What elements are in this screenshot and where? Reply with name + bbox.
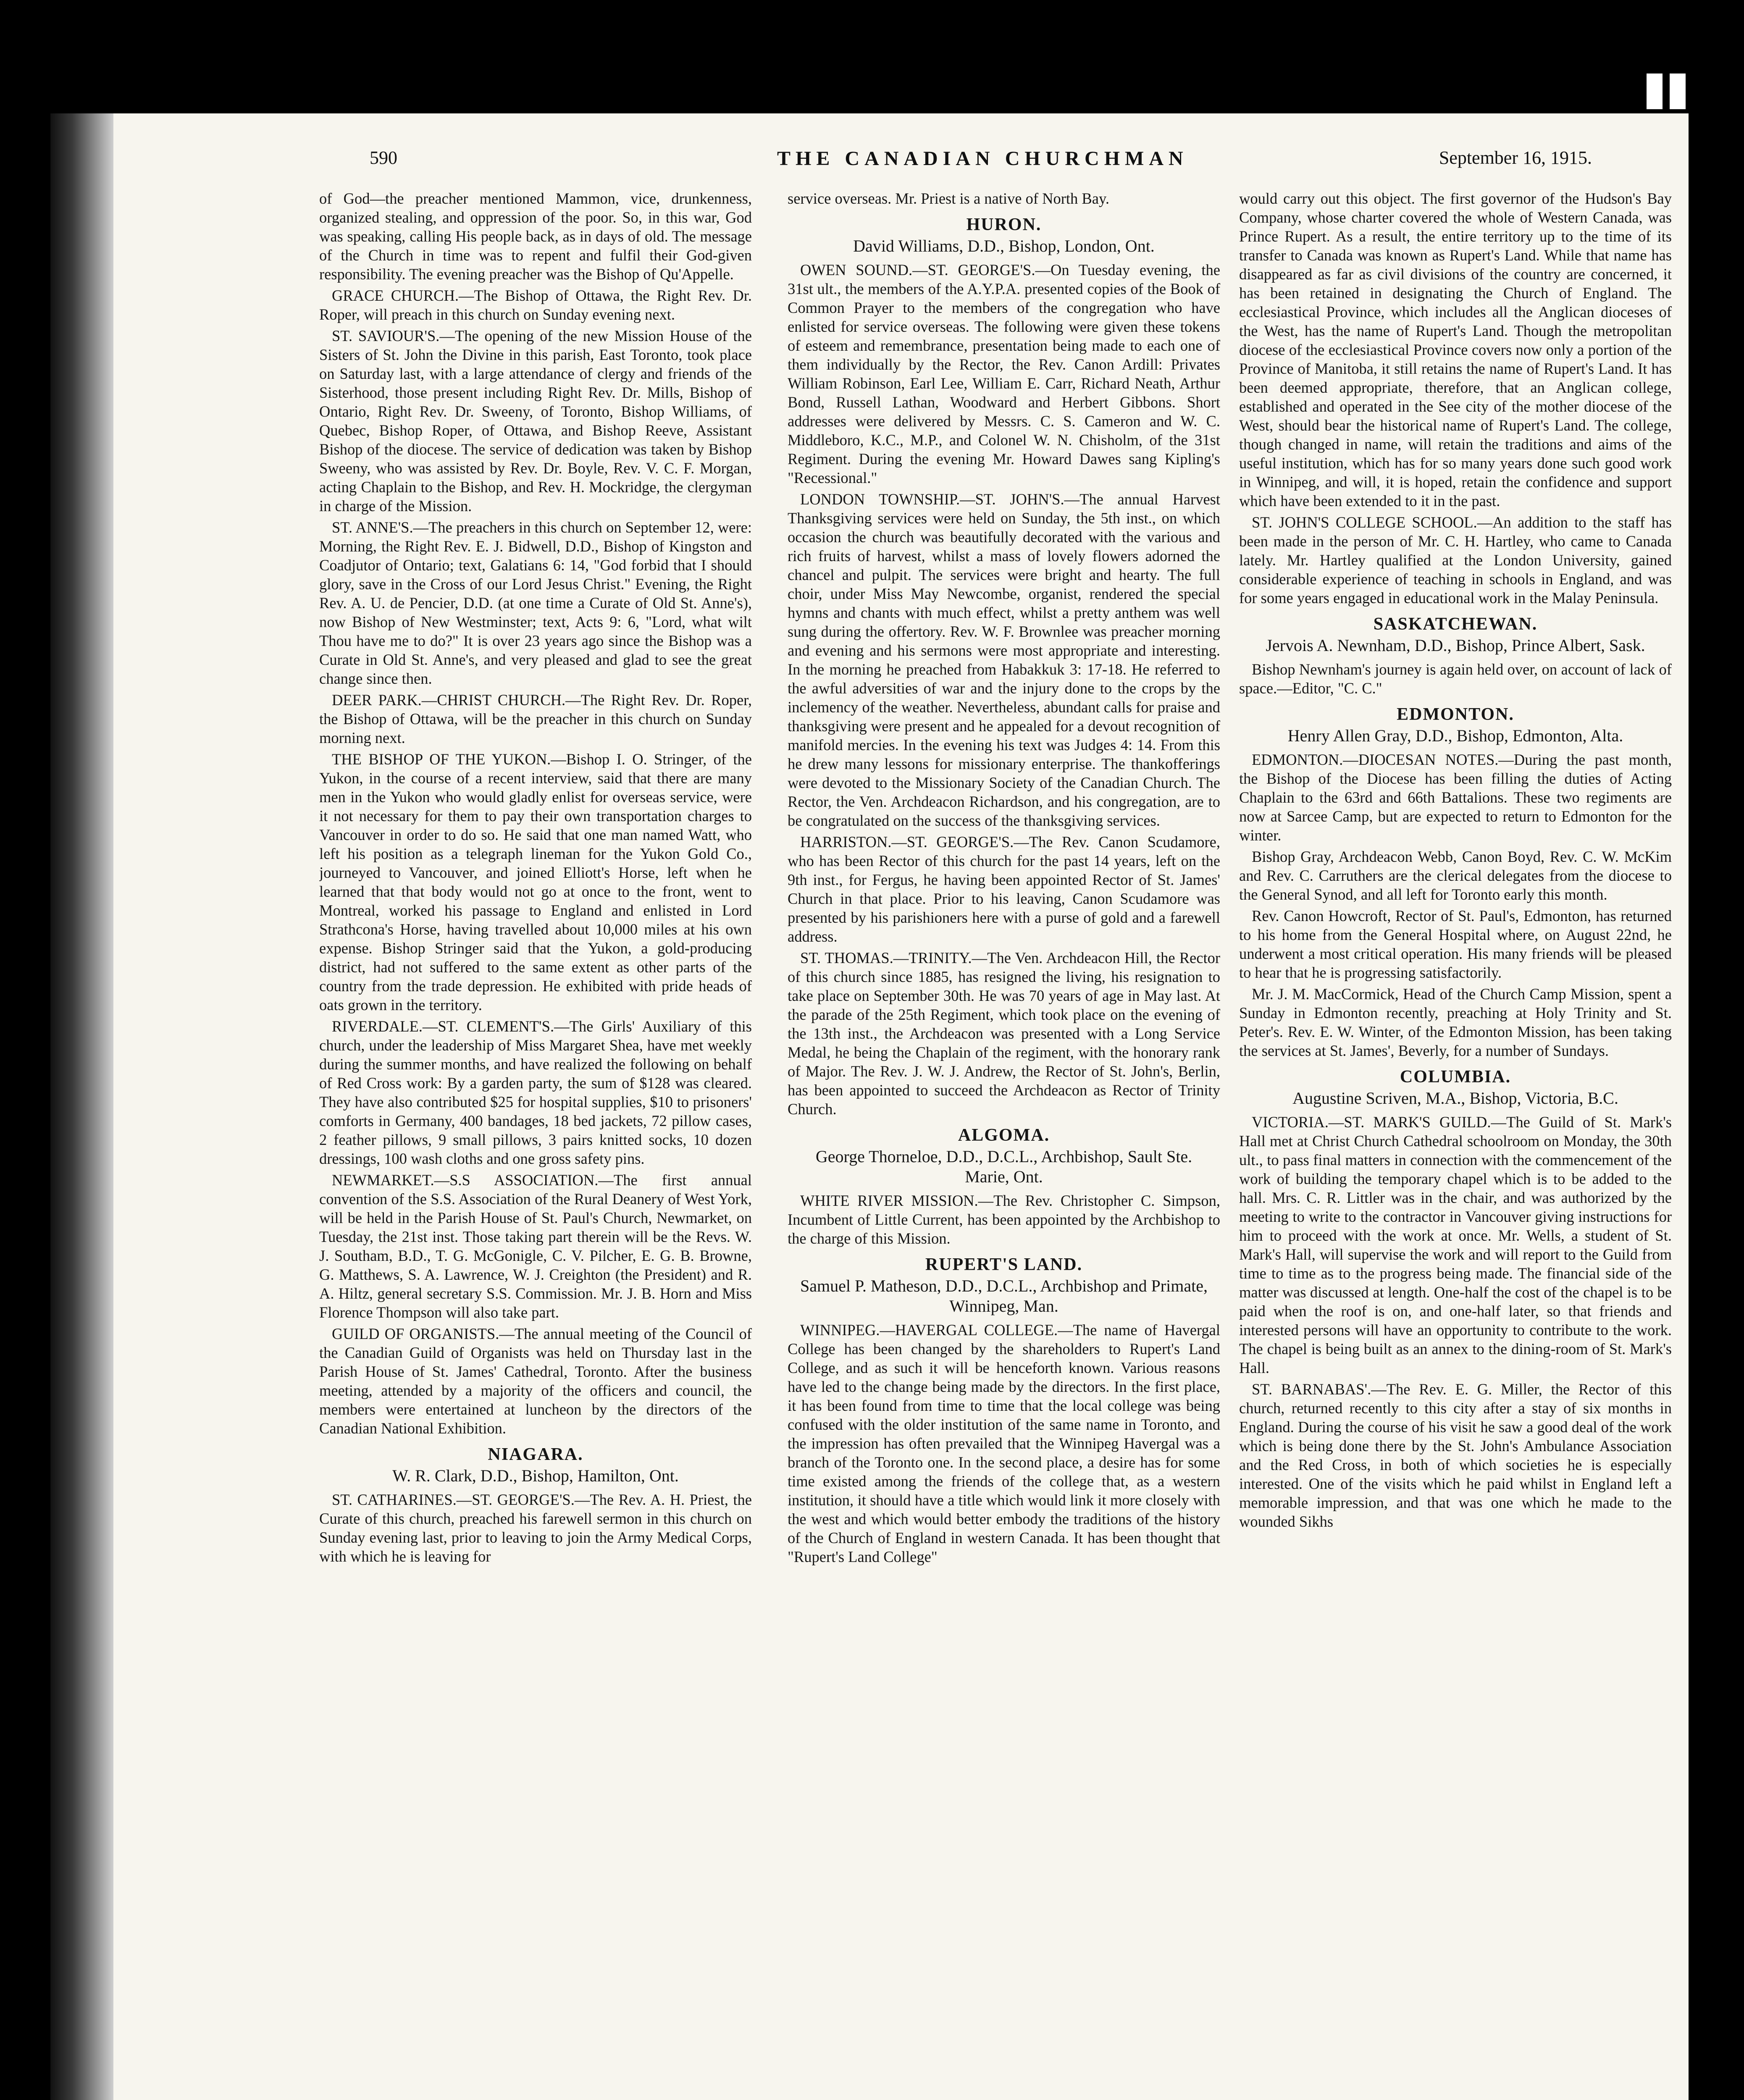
article-paragraph: Mr. J. M. MacCormick, Head of the Church Camp Mission, spent a Sunday in Edmonton recently, preaching at Holy Trinity and St. Peter's. Rev. E. W. Winter, of the Edmonton Mission, has been taking the services at St. James', Beverly, for a number of Sundays. bbox=[1239, 985, 1672, 1059]
article-paragraph: ST. THOMAS.—TRINITY.—The Ven. Archdeacon Hill, the Rector of this church since 1885, has resigned the living, his resignation to take place on September 30th. He was 70 years of age in May last. At the parade of the 25th Regiment, which took place on the evening of the 13th inst., the Archdeacon was presented with a Long Service Medal, he being the Chaplain of the regiment, with the honorary rank of Major. The Rev. J. W. J. Andrew, the Rector of St. John's, Berlin, has been appointed to succeed the Archdeacon as Rector of Trinity Church. bbox=[788, 949, 1220, 1118]
edge-tab-left bbox=[1647, 74, 1663, 109]
article-paragraph: would carry out this object. The first governor of the Hudson's Bay Company, whose charter covered the whole of Western Canada, was Prince Rupert. As a result, the entire territory up to the time of its transfer to Canada was known as Rupert's Land. While that name has disappeared as far as civil divisions of the country are concerned, it has been retained in designating the Church of England. The ecclesiastical Province, which includes all the Anglican dioceses of the West, has the name of Rupert's Land. Though the metropolitan diocese of the ecclesiastical Province covers now only a portion of the Province of Manitoba, it still retains the name of Rupert's Land. It has been deemed appropriate, therefore, that an Anglican college, established and operated in the See city of the mother diocese of the West, should bear the historical name of Rupert's Land. The college, though changed in name, will retain the traditions and aims of the useful institution, which has for so many years done such good work in Winnipeg, and will, it is hoped, retain the confidence and support which have been extended to it in the past. bbox=[1239, 190, 1672, 509]
page-number: 590 bbox=[370, 147, 397, 168]
article-paragraph: ST. CATHARINES.—ST. GEORGE'S.—The Rev. A. H. Priest, the Curate of this church, preached his farewell sermon in this church on Sunday evening last, prior to leaving to join the Army Medical Corps, with which he is leaving for bbox=[319, 1491, 752, 1565]
binding-edge bbox=[50, 113, 113, 2100]
diocese-heading: COLUMBIA. bbox=[1400, 1067, 1511, 1087]
diocese-heading: RUPERT'S LAND. bbox=[925, 1255, 1083, 1274]
article-paragraph: HARRISTON.—ST. GEORGE'S.—The Rev. Canon Scudamore, who has been Rector of this church for the past 14 years, left on the 9th inst., for Fergus, he having been appointed Rector of St. James' Church in that place. Prior to his leaving, Canon Scudamore was presented by his parishioners here with a purse of gold and a farewell address. bbox=[788, 833, 1220, 945]
article-paragraph: GUILD OF ORGANISTS.—The annual meeting of the Council of the Canadian Guild of Organists was held on Thursday last in the Parish House of St. James' Cathedral, Toronto. After the business meeting, attended by a majority of the officers and council, the members were entertained at luncheon by the directors of the Canadian National Exhibition. bbox=[319, 1325, 752, 1437]
diocese-heading: ALGOMA. bbox=[958, 1126, 1050, 1145]
article-paragraph: ST. BARNABAS'.—The Rev. E. G. Miller, the Rector of this church, returned recently to this city after a stay of six months in England. During the course of his visit he saw a good deal of the work which is being done there by the St. John's Ambulance Association and the Red Cross, in both of which societies he is especially interested. One of the visits which he paid whilst in England left a memorable impression, and that was one which he made to the wounded Sikhs bbox=[1239, 1381, 1672, 1530]
article-paragraph: Bishop Gray, Archdeacon Webb, Canon Boyd, Rev. C. W. McKim and Rev. C. Carruthers are the clerical delegates from the diocese to the General Synod, and all left for Toronto early this month. bbox=[1239, 848, 1672, 903]
article-paragraph: THE BISHOP OF THE YUKON.—Bishop I. O. Stringer, of the Yukon, in the course of a recent interview, said that there are many men in the Yukon who would gladly enlist for overseas service, were it not necessary for them to pay their own transportation charges to Vancouver in order to do so. He said that one man named Watt, who left his position as a telegraph lineman for the Yukon Gold Co., journeyed to Vancouver, and joined Elliott's Horse, left when he learned that that body would not go at once to the front, went to Montreal, worked his passage to England and enlisted in Lord Strathcona's Horse, having travelled about 10,000 miles at his own expense. Bishop Stringer said that the Yukon, a gold-producing district, had not suffered to the same extent as other parts of the country from the trade depression. He exhibited with pride heads of oats grown in the territory. bbox=[319, 751, 752, 1013]
article-paragraph: ST. ANNE'S.—The preachers in this church on September 12, were: Morning, the Right Rev. E. J. Bidwell, D.D., Bishop of Kingston and Coadjutor of Ontario; text, Galatians 6: 14, "God forbid that I should glory, save in the Cross of our Lord Jesus Christ." Evening, the Right Rev. A. U. de Pencier, D.D. (at one time a Curate of Old St. Anne's), now Bishop of New Westminster; text, Acts 9: 6, "Lord, what wilt Thou have me to do?" It is over 23 years ago since the Bishop was a Curate in Old St. Anne's, and very pleased and glad to see the great change since then. bbox=[319, 519, 752, 687]
article-paragraph: WINNIPEG.—HAVERGAL COLLEGE.—The name of Havergal College has been changed by the shareholders to Rupert's Land College, and as such it will be henceforth known. Various reasons have led to the change being made by the directors. In the first place, it has been found from time to time that the local college was being confused with the older institution of the same name in Toronto, and the impression has often prevailed that the Winnipeg Havergal was a branch of the Toronto one. In the second place, a desire has for some time existed among the friends of the college that, as a western institution, it should have a title which would link it more closely with the west and which would better embody the traditions of the history of the Church of England in western Canada. It has been thought that "Rupert's Land College" bbox=[788, 1321, 1220, 1565]
article-paragraph: OWEN SOUND.—ST. GEORGE'S.—On Tuesday evening, the 31st ult., the members of the A.Y.P.A. presented copies of the Book of Common Prayer to the members of the congregation who have enlisted for service overseas. The following were given these tokens of esteem and remembrance, presentation being made to each one of them individually by the Rector, the Rev. Canon Ardill: Privates William Robinson, Earl Lee, William E. Carr, Richard Neath, Arthur Bond, Russell Lathan, Woodward and Herbert Gibbons. Short addresses were delivered by Messrs. C. S. Cameron and W. C. Middleboro, K.C., M.P., and Colonel W. N. Chisholm, of the 31st Regiment. During the evening Mr. Howard Dawes sang Kipling's "Recessional." bbox=[788, 261, 1220, 486]
article-paragraph: NEWMARKET.—S.S ASSOCIATION.—The first annual convention of the S.S. Association of the Rural Deanery of West York, will be held in the Parish House of St. Paul's Church, Newmarket, on Tuesday, the 21st inst. Those taking part therein will be the Revs. W. J. Southam, B.D., T. G. McGonigle, C. V. Pilcher, E. G. B. Browne, G. Matthews, S. A. Lawrence, W. J. Creighton (the President) and R. A. Hiltz, general secretary S.S. Commission. Mr. J. B. Horn and Miss Florence Thompson will also take part. bbox=[319, 1171, 752, 1321]
article-paragraph: ST. JOHN'S COLLEGE SCHOOL.—An addition to the staff has been made in the person of Mr. C. H. Hartley, who came to Canada lately. Mr. Hartley qualified at the London University, gained considerable experience of teaching in schools in England, and was for some years engaged in educational work in the Malay Peninsula. bbox=[1239, 514, 1672, 606]
article-paragraph: service overseas. Mr. Priest is a native of North Bay. bbox=[788, 190, 1109, 207]
article-paragraph: LONDON TOWNSHIP.—ST. JOHN'S.—The annual Harvest Thanksgiving services were held on Sunday, the 5th inst., on which occasion the church was beautifully decorated with the various and rich fruits of harvest, whilst a mass of lovely flowers adorned the chancel and pulpit. The services were bright and hearty. The full choir, under Miss May Newcombe, organist, rendered the special hymns and chants with much effect, whilst a pretty anthem was well sung during the offertory. Rev. W. F. Brownlee was preacher morning and evening and his sermons were most appropriate and interesting. In the morning he preached from Habakkuk 3: 17-18. He referred to the awful adversities of war and the injury done to the crops by the inclemency of the weather. Nevertheless, abundant calls for praise and thanksgiving were present and he appealed for a devout recognition of manifold mercies. In the evening his text was Judges 4: 14. From this he drew many lessons for missionary enterprise. The thankofferings were devoted to the Missionary Society of the Canadian Church. The Rector, the Ven. Archdeacon Richardson, and his congregation, are to be congratulated on the success of the thanksgiving services. bbox=[788, 491, 1220, 829]
newspaper-page bbox=[50, 113, 1689, 2100]
diocese-heading: NIAGARA. bbox=[488, 1445, 583, 1464]
article-paragraph: EDMONTON.—DIOCESAN NOTES.—During the past month, the Bishop of the Diocese has been filling the duties of Acting Chaplain to the 63rd and 66th Battalions. These two regiments are now at Sarcee Camp, but are expected to return to Edmonton for the winter. bbox=[1239, 751, 1672, 844]
article-paragraph: Rev. Canon Howcroft, Rector of St. Paul's, Edmonton, has returned to his home from the General Hospital where, on August 22nd, he underwent a most critical operation. His many friends will be pleased to hear that he is progressing satisfactorily. bbox=[1239, 907, 1672, 981]
diocese-heading: HURON. bbox=[966, 215, 1042, 234]
bishop-line: George Thorneloe, D.D., D.C.L., Archbishop, Sault Ste. Marie, Ont. bbox=[815, 1147, 1192, 1186]
publication-title: THE CANADIAN CHURCHMAN bbox=[777, 147, 1188, 170]
diocese-heading: SASKATCHEWAN. bbox=[1373, 614, 1538, 634]
article-paragraph: VICTORIA.—ST. MARK'S GUILD.—The Guild of St. Mark's Hall met at Christ Church Cathedral schoolroom on Monday, the 30th ult., to pass final matters in connection with the commencement of the work of building the temporary chapel which is to be added to the hall. Mrs. C. R. Littler was in the chair, and was authorized by the meeting to write to the contractor in Vancouver giving instructions for him to proceed with the work at once. Mr. Wells, a student of St. Mark's Hall, will supervise the work and will report to the Guild from time to time as to the progress being made. The financial side of the matter was discussed at length. One-half the cost of the chapel is to be paid when the roof is on, and one-half later, so that friends and interested persons will have an opportunity to contribute to the work. The chapel is being built as an annex to the dining-room of St. Mark's Hall. bbox=[1239, 1113, 1672, 1376]
diocese-heading: EDMONTON. bbox=[1397, 705, 1514, 724]
article-paragraph: of God—the preacher mentioned Mammon, vice, drunkenness, organized stealing, and oppression of the poor. So, in this war, God was speaking, calling His people back, as in days of old. The message of the Church in time was to repent and fulfil their God-given responsibility. The evening preacher was the Bishop of Qu'Appelle. bbox=[319, 190, 752, 283]
column-3 bbox=[1239, 189, 1672, 2100]
bishop-line: Augustine Scriven, M.A., Bishop, Victoria, B.C. bbox=[1292, 1089, 1618, 1108]
article-paragraph: DEER PARK.—CHRIST CHURCH.—The Right Rev. Dr. Roper, the Bishop of Ottawa, will be the preacher in this church on Sunday morning next. bbox=[319, 691, 752, 746]
bishop-line: Samuel P. Matheson, D.D., D.C.L., Archbishop and Primate, Winnipeg, Man. bbox=[800, 1276, 1208, 1315]
column-2 bbox=[788, 189, 1220, 2100]
issue-date: September 16, 1915. bbox=[1439, 147, 1592, 168]
article-paragraph: WHITE RIVER MISSION.—The Rev. Christopher C. Simpson, Incumbent of Little Current, has been appointed by the Archbishop to the charge of this Mission. bbox=[788, 1192, 1220, 1247]
article-paragraph: GRACE CHURCH.—The Bishop of Ottawa, the Right Rev. Dr. Roper, will preach in this church on Sunday evening next. bbox=[319, 287, 752, 323]
bishop-line: Henry Allen Gray, D.D., Bishop, Edmonton, Alta. bbox=[1287, 726, 1623, 745]
bishop-line: Jervois A. Newnham, D.D., Bishop, Prince Albert, Sask. bbox=[1266, 636, 1645, 655]
article-paragraph: Bishop Newnham's journey is again held over, on account of lack of space.—Editor, "C. C." bbox=[1239, 661, 1672, 697]
bishop-line: W. R. Clark, D.D., Bishop, Hamilton, Ont. bbox=[392, 1466, 679, 1485]
article-paragraph: ST. SAVIOUR'S.—The opening of the new Mission House of the Sisters of St. John the Divine in this parish, East Toronto, took place on Saturday last, with a large attendance of clergy and friends of the Sisterhood, those present including Right Rev. Dr. Mills, Bishop of Ontario, Right Rev. Dr. Sweeny, of Toronto, Bishop Williams, of Quebec, Bishop Roper, of Ottawa, and Bishop Reeve, Assistant Bishop of the diocese. The service of dedication was taken by Bishop Sweeny, who was assisted by Rev. Dr. Boyle, Rev. V. C. F. Morgan, acting Chaplain to the Bishop, and Rev. H. Mockridge, the clergyman in charge of the Mission. bbox=[319, 327, 752, 514]
bishop-line: David Williams, D.D., Bishop, London, Ont. bbox=[853, 236, 1155, 255]
article-paragraph: RIVERDALE.—ST. CLEMENT'S.—The Girls' Auxiliary of this church, under the leadership of Miss Margaret Shea, have met weekly during the summer months, and have realized the following on behalf of Red Cross work: By a garden party, the sum of $128 was cleared. They have also contributed $25 for hospital supplies, $10 to prisoners' comforts in Germany, 400 bandages, 18 bed jackets, 72 pillow cases, 2 feather pillows, 9 small pillows, 3 pairs knitted socks, 10 dozen dressings, 100 wash cloths and one gross safety pins. bbox=[319, 1018, 752, 1167]
edge-tab-right bbox=[1670, 74, 1686, 109]
column-1 bbox=[319, 189, 752, 2100]
